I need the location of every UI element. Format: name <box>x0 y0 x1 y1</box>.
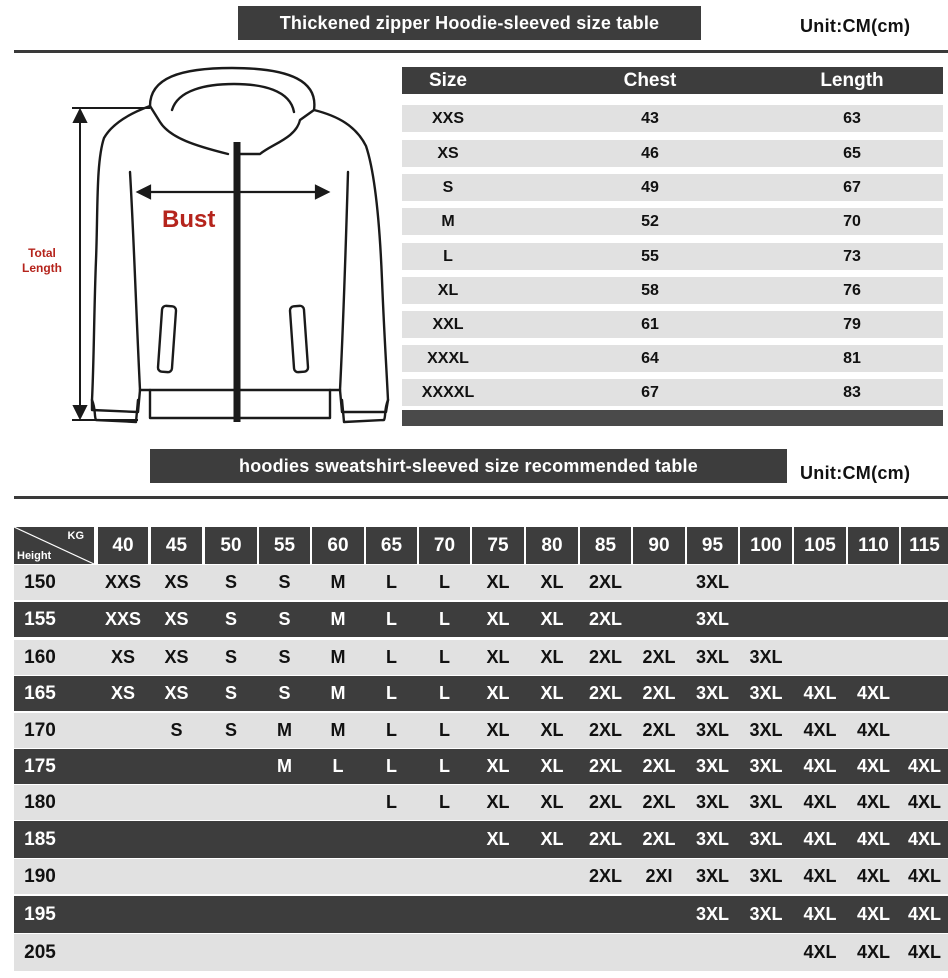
weight-header: 95 <box>687 527 738 564</box>
recommended-size-cell: XL <box>486 756 510 776</box>
recommend-table-row <box>14 934 948 971</box>
recommended-size-cell: 3XL <box>695 683 729 703</box>
recommended-size-cell: 3XL <box>695 904 729 924</box>
recommended-size-cell: 4XL <box>803 756 837 776</box>
corner-height-label: Height <box>17 550 52 562</box>
recommended-size-cell: XL <box>486 572 510 592</box>
recommended-size-cell: M <box>330 609 346 629</box>
recommended-size-cell: 3XL <box>695 609 729 629</box>
size-cell-length: 73 <box>843 247 861 265</box>
bottom-divider <box>14 496 948 499</box>
recommended-size-cell: 3XL <box>695 647 729 667</box>
recommended-size-cell: L <box>386 683 397 703</box>
height-cell: 175 <box>24 755 56 777</box>
weight-header: 105 <box>794 527 846 564</box>
size-cell-length: 79 <box>843 315 861 333</box>
size-cell-size: S <box>442 178 454 196</box>
height-cell: 205 <box>24 941 56 963</box>
recommend-table-row <box>14 859 948 894</box>
recommended-size-cell: 2XL <box>642 720 676 740</box>
recommend-table-title-banner <box>150 449 787 483</box>
recommended-size-cell: S <box>224 720 237 740</box>
recommended-size-cell: L <box>386 720 397 740</box>
recommended-size-cell: S <box>170 720 183 740</box>
recommended-size-cell: XL <box>540 792 564 812</box>
recommended-size-cell: 2XL <box>588 792 622 812</box>
recommended-size-cell: 4XL <box>856 942 890 962</box>
total-length-label-line1: Total <box>28 246 56 260</box>
weight-header: 60 <box>312 527 364 564</box>
size-cell-chest: 61 <box>641 315 659 333</box>
height-cell: 170 <box>24 719 56 741</box>
recommended-size-cell: L <box>439 720 450 740</box>
total-length-label-line2: Length <box>22 261 62 275</box>
recommended-size-cell: 2XL <box>588 647 622 667</box>
header-length: Length <box>820 69 884 91</box>
recommended-size-cell: XL <box>540 829 564 849</box>
size-cell-size: XXL <box>432 315 464 333</box>
size-cell-chest: 46 <box>641 144 659 162</box>
recommended-size-cell: 3XL <box>695 792 729 812</box>
size-cell-size: XXXXL <box>421 383 475 401</box>
recommended-size-cell: 3XL <box>749 683 783 703</box>
recommend-table-row <box>14 640 948 675</box>
weight-header: 65 <box>366 527 417 564</box>
recommend-table-row <box>14 602 948 637</box>
recommended-size-cell: 3XL <box>695 572 729 592</box>
size-table-row <box>402 174 943 201</box>
size-cell-size: XXXL <box>427 349 469 367</box>
recommended-size-cell: 2XL <box>588 609 622 629</box>
recommend-table-row <box>14 565 948 600</box>
recommended-size-cell: 4XL <box>803 683 837 703</box>
recommended-size-cell: 4XL <box>803 829 837 849</box>
recommended-size-cell: 2XL <box>588 683 622 703</box>
height-cell: 160 <box>24 646 56 668</box>
size-cell-chest: 64 <box>641 349 659 367</box>
recommended-size-cell: XL <box>540 720 564 740</box>
recommended-size-cell: 4XL <box>856 866 890 886</box>
size-cell-length: 65 <box>843 144 861 162</box>
size-cell-size: XXS <box>431 109 464 127</box>
recommended-size-cell: XL <box>540 572 564 592</box>
recommended-size-cell: 4XL <box>803 904 837 924</box>
recommended-size-cell: XL <box>540 647 564 667</box>
recommended-size-cell: XL <box>486 720 510 740</box>
size-cell-chest: 55 <box>641 247 659 265</box>
recommended-size-cell: S <box>224 683 237 703</box>
recommended-size-cell: XL <box>486 792 510 812</box>
recommended-size-cell: XL <box>486 609 510 629</box>
recommended-size-cell: L <box>439 683 450 703</box>
recommended-size-cell: 2XL <box>642 756 676 776</box>
recommended-size-cell: 3XL <box>749 647 783 667</box>
recommended-size-cell: XXS <box>104 572 142 592</box>
recommended-size-cell: L <box>439 647 450 667</box>
recommended-size-cell: 4XL <box>907 792 941 812</box>
weight-header: 100 <box>740 527 792 564</box>
recommended-size-cell: M <box>277 756 292 776</box>
recommended-size-cell: 4XL <box>803 866 837 886</box>
size-table-title-banner <box>238 6 701 40</box>
weight-header: 110 <box>848 527 899 564</box>
size-cell-length: 63 <box>843 109 861 127</box>
recommended-size-cell: 4XL <box>856 904 890 924</box>
recommended-size-cell: XL <box>540 683 564 703</box>
size-cell-chest: 67 <box>641 383 659 401</box>
recommended-size-cell: 3XL <box>749 756 783 776</box>
recommended-size-cell: L <box>386 756 397 776</box>
height-cell: 195 <box>24 903 56 925</box>
recommended-size-cell: 4XL <box>803 720 837 740</box>
recommended-size-cell: XS <box>164 609 189 629</box>
recommended-size-cell: 3XL <box>749 720 783 740</box>
size-table-row <box>402 105 943 132</box>
recommended-size-cell: XS <box>164 683 189 703</box>
recommended-size-cell: M <box>330 683 346 703</box>
size-cell-length: 83 <box>843 383 861 401</box>
recommend-table-row <box>14 749 948 784</box>
recommended-size-cell: 4XL <box>907 829 941 849</box>
recommended-size-cell: 3XL <box>749 866 783 886</box>
recommended-size-cell: 2XL <box>588 720 622 740</box>
recommend-table-row <box>14 785 948 820</box>
weight-header: 40 <box>98 527 148 564</box>
table-corner <box>14 527 94 564</box>
recommended-size-cell: XL <box>486 647 510 667</box>
size-table-row <box>402 243 943 270</box>
recommended-size-cell: S <box>224 572 237 592</box>
recommended-size-cell: 4XL <box>856 756 890 776</box>
recommended-size-cell: XL <box>540 756 564 776</box>
recommended-size-cell: 2XL <box>642 683 676 703</box>
weight-header: 115 <box>901 527 948 564</box>
recommended-size-cell: 2XL <box>642 792 676 812</box>
recommended-size-cell: 4XL <box>907 866 941 886</box>
recommended-size-cell: XL <box>540 609 564 629</box>
size-cell-chest: 52 <box>641 212 659 230</box>
recommended-size-cell: 3XL <box>695 866 729 886</box>
recommend-table-row <box>14 713 948 748</box>
header-chest: Chest <box>623 69 677 91</box>
size-table-row <box>402 208 943 235</box>
recommended-size-cell: 4XL <box>907 904 941 924</box>
height-cell: 155 <box>24 608 56 630</box>
size-cell-length: 76 <box>843 281 861 299</box>
size-cell-length: 81 <box>843 349 861 367</box>
recommended-size-cell: M <box>330 572 346 592</box>
recommended-size-cell: 3XL <box>749 904 783 924</box>
recommended-size-cell: 4XL <box>856 683 890 703</box>
size-cell-size: L <box>443 247 453 265</box>
recommended-size-cell: S <box>224 609 237 629</box>
bottom-unit-label: Unit:CM(cm) <box>800 463 911 483</box>
recommended-size-cell: S <box>278 572 291 592</box>
recommended-size-cell: 3XL <box>695 720 729 740</box>
size-table-row <box>402 311 943 338</box>
recommended-size-cell: XS <box>110 647 135 667</box>
recommended-size-cell: XS <box>110 683 135 703</box>
recommended-size-cell: XXS <box>104 609 142 629</box>
weight-header: 50 <box>205 527 257 564</box>
size-cell-length: 70 <box>843 212 861 230</box>
size-cell-size: M <box>441 212 455 230</box>
recommended-size-cell: 4XL <box>907 756 941 776</box>
corner-kg-label: KG <box>67 530 84 542</box>
weight-header: 55 <box>259 527 310 564</box>
recommended-size-cell: M <box>330 647 346 667</box>
recommend-table-row <box>14 676 948 711</box>
recommended-size-cell: L <box>386 792 397 812</box>
size-cell-chest: 43 <box>641 109 659 127</box>
height-cell: 165 <box>24 682 56 704</box>
recommend-table-title: hoodies sweatshirt-sleeved size recommended table <box>239 455 698 476</box>
size-table-row <box>402 277 943 304</box>
header-size: Size <box>428 69 468 91</box>
recommended-size-cell: 2XL <box>588 572 622 592</box>
height-cell: 180 <box>24 791 56 813</box>
total-length-label <box>14 246 70 276</box>
weight-header: 90 <box>633 527 685 564</box>
recommended-size-cell: 4XL <box>803 942 837 962</box>
height-cell: 150 <box>24 571 56 593</box>
bust-label: Bust <box>162 206 216 233</box>
weight-header: 80 <box>526 527 578 564</box>
recommended-size-cell: 4XL <box>803 792 837 812</box>
recommend-table-row <box>14 896 948 933</box>
recommended-size-cell: 2XL <box>588 829 622 849</box>
height-cell: 185 <box>24 828 56 850</box>
weight-header: 70 <box>419 527 470 564</box>
size-cell-chest: 58 <box>641 281 659 299</box>
size-table-row <box>402 345 943 372</box>
size-cell-size: XS <box>437 144 459 162</box>
recommended-size-cell: 3XL <box>749 792 783 812</box>
size-cell-size: XL <box>437 281 459 299</box>
recommended-size-cell: 4XL <box>856 720 890 740</box>
weight-header: 75 <box>472 527 524 564</box>
recommended-size-cell: L <box>332 756 344 776</box>
recommended-size-cell: L <box>439 792 450 812</box>
recommended-size-cell: 2XL <box>642 829 676 849</box>
recommended-size-cell: XS <box>164 572 189 592</box>
recommended-size-cell: L <box>386 647 397 667</box>
top-unit-label: Unit:CM(cm) <box>800 16 911 36</box>
recommended-size-cell: M <box>277 720 292 740</box>
recommended-size-cell: 2XI <box>645 866 673 886</box>
recommended-size-cell: M <box>330 720 346 740</box>
recommended-size-cell: 4XL <box>856 792 890 812</box>
recommended-size-cell: 2XL <box>588 866 622 886</box>
recommend-table-row <box>14 821 948 858</box>
size-table-header <box>402 67 943 94</box>
recommended-size-cell: S <box>278 683 291 703</box>
recommended-size-cell: 4XL <box>907 942 941 962</box>
recommended-size-cell: XS <box>164 647 189 667</box>
recommended-size-cell: 3XL <box>749 829 783 849</box>
top-divider <box>14 50 948 53</box>
height-cell: 190 <box>24 865 56 887</box>
recommended-size-cell: S <box>278 647 291 667</box>
recommended-size-cell: L <box>439 609 450 629</box>
recommended-size-cell: L <box>439 756 450 776</box>
recommended-size-cell: XL <box>486 829 510 849</box>
recommended-size-cell: XL <box>486 683 510 703</box>
recommended-size-cell: 2XL <box>642 647 676 667</box>
size-cell-length: 67 <box>843 178 861 196</box>
size-table-footer-bar <box>402 410 943 426</box>
recommended-size-cell: S <box>278 609 291 629</box>
weight-header: 45 <box>151 527 202 564</box>
recommended-size-cell: L <box>386 609 397 629</box>
recommended-size-cell: L <box>439 572 450 592</box>
size-table-row <box>402 379 943 406</box>
size-table-title: Thickened zipper Hoodie-sleeved size table <box>279 12 660 33</box>
recommended-size-cell: 3XL <box>695 829 729 849</box>
size-table-row <box>402 140 943 167</box>
recommended-size-cell: 2XL <box>588 756 622 776</box>
recommended-size-cell: L <box>386 572 397 592</box>
size-cell-chest: 49 <box>641 178 659 196</box>
recommended-size-cell: 4XL <box>856 829 890 849</box>
hoodie-illustration <box>0 60 400 430</box>
weight-header: 85 <box>580 527 631 564</box>
recommended-size-cell: S <box>224 647 237 667</box>
recommended-size-cell: 3XL <box>695 756 729 776</box>
